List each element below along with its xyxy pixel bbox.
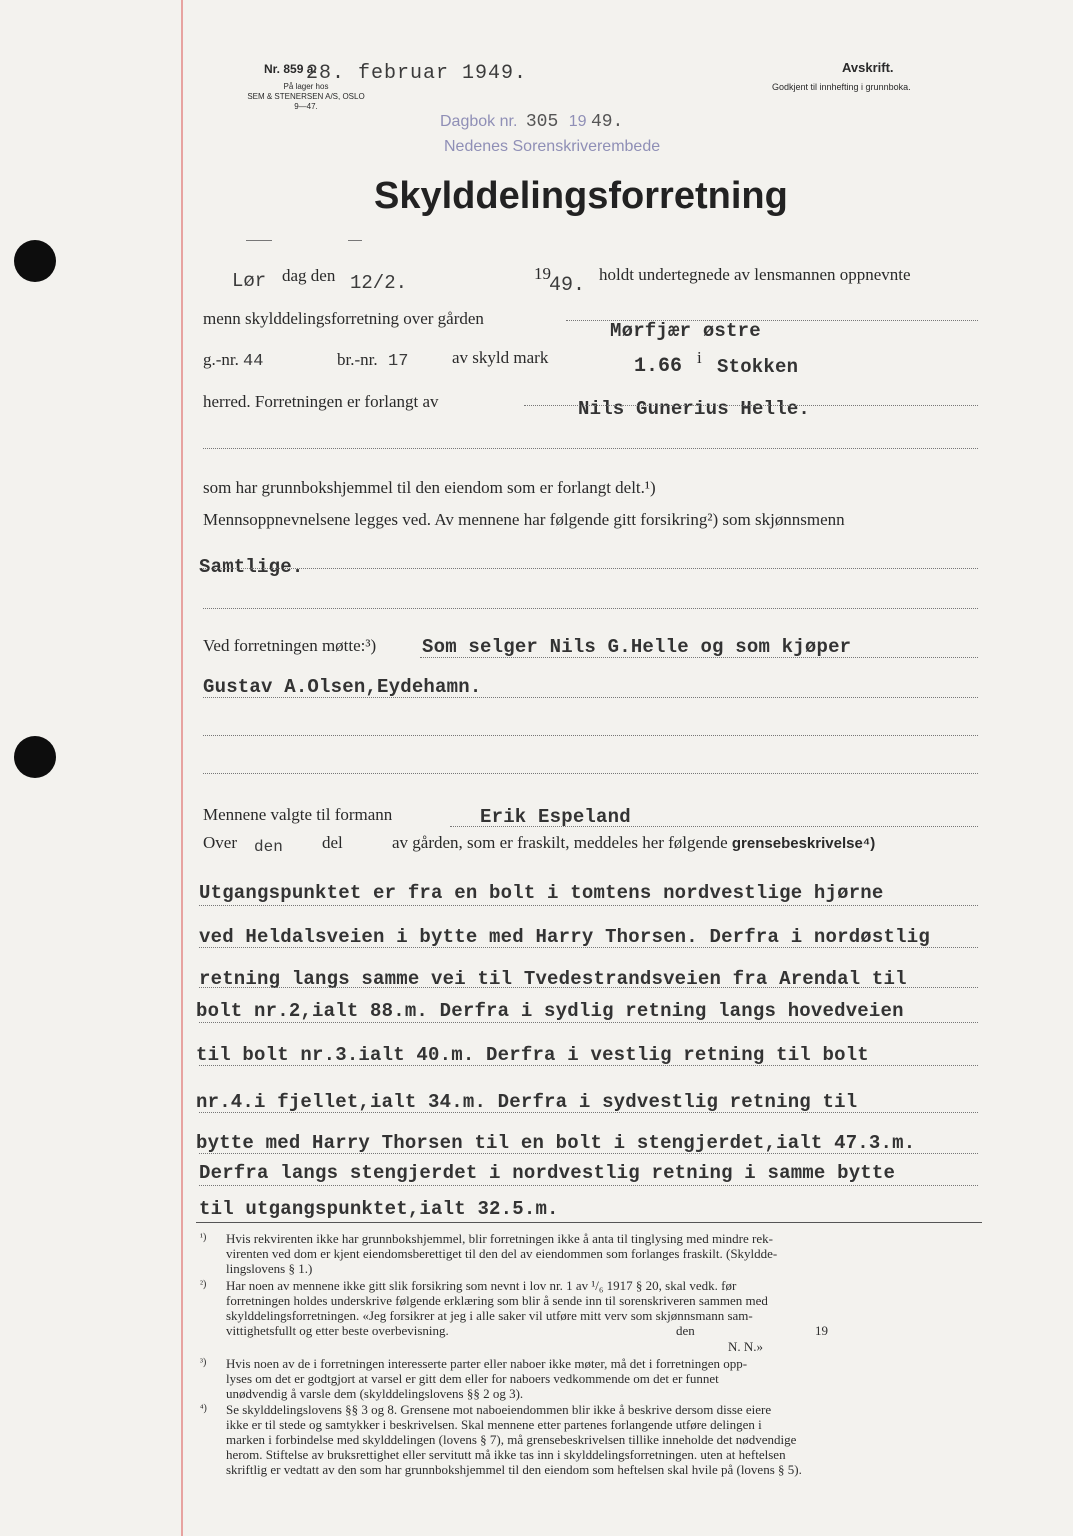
punch-hole-top bbox=[14, 240, 56, 282]
diary-year: 49. bbox=[590, 112, 624, 132]
line2-text: menn skylddelingsforretning over gården bbox=[203, 309, 484, 328]
boundary-dotline-3 bbox=[199, 987, 978, 988]
boundary-line-2: ved Heldalsveien i bytte med Harry Thorsen. Derfra i nordøstlig bbox=[199, 926, 930, 948]
footnote-1 bbox=[226, 1231, 777, 1276]
printer-line-1: På lager hos bbox=[283, 82, 329, 91]
mote-dotline-2 bbox=[203, 697, 978, 698]
formann-label: Mennene valgte til formann bbox=[203, 805, 393, 824]
dag-den-label: dag den bbox=[282, 266, 336, 285]
footnote-2-line-2: forretningen holdes underskrive følgende erklæring som blir å sende inn til sorenskriveren sammen med bbox=[226, 1293, 768, 1308]
footnote-1-line-3: lingslovens § 1.) bbox=[226, 1261, 313, 1276]
blank-dotline-1 bbox=[203, 448, 978, 449]
samtlige-text: Samtlige. bbox=[199, 556, 304, 578]
mote-text-1: Som selger Nils G.Helle og som kjøper bbox=[422, 636, 852, 658]
footnote-3-line-2: lyses om det er godtgjort at varsel er gitt dem eller for naboers vedkommende om det er funnet bbox=[226, 1371, 719, 1386]
footnote-divider bbox=[196, 1222, 982, 1223]
boundary-line-1: Utgangspunktet er fra en bolt i tomtens nordvestlige hjørne bbox=[199, 882, 884, 904]
del-label: del bbox=[322, 833, 343, 852]
date-handwritten: 12/2. bbox=[350, 272, 408, 294]
footnote-2-line-3: skylddelingsforretningen. «Jeg forsikrer at jeg i alle saker vil utføre mitt verv som skjønnsmann sam- bbox=[226, 1308, 753, 1323]
diary-number: 305 bbox=[525, 112, 559, 132]
desc-intro-bold: grensebeskrivelse⁴) bbox=[731, 835, 876, 852]
i-label: i bbox=[697, 348, 702, 367]
herred-line: herred. Forretningen er forlangt av bbox=[203, 392, 439, 411]
document-title: Skylddelingsforretning bbox=[374, 175, 788, 217]
footnote-2-line-1: Har noen av mennene ikke gitt slik forsikring som nevnt i lov nr. 1 av ¹/₆ 1917 § 20, skal vedk. før bbox=[226, 1278, 737, 1293]
requester-dotline bbox=[524, 405, 978, 406]
office-stamp: Nedenes Sorenskriverembede bbox=[444, 138, 661, 155]
copy-label: Avskrift. bbox=[842, 60, 894, 75]
grunnbok-line: som har grunnbokshjemmel til den eiendom som er forlangt delt.¹) bbox=[203, 478, 656, 497]
footnote-3-line-1: Hvis noen av de i forretningen interesserte parter eller naboer ikke møter, må det i forretningen opp- bbox=[226, 1356, 748, 1371]
mote-dotline-1 bbox=[420, 657, 978, 658]
boundary-dotline-7 bbox=[199, 1153, 978, 1154]
boundary-line-9: til utgangspunktet,ialt 32.5.m. bbox=[199, 1198, 559, 1220]
skyld-value: 1.66 bbox=[634, 355, 683, 378]
farm-name: Mørfjær østre bbox=[610, 320, 761, 342]
footnote-2-mark: ²) bbox=[200, 1279, 207, 1290]
boundary-dotline-5 bbox=[199, 1065, 978, 1066]
desc-intro bbox=[392, 833, 875, 853]
footnote-3-line-3: unødvendig å varsle dem (skylddelingslovens §§ 2 og 3). bbox=[226, 1386, 524, 1401]
formann-dotline bbox=[450, 826, 978, 827]
footnote-4-line-5: skriftlig er vedtatt av den som har grunnbokshjemmel til den eiendom som heftelsen skal hvile på (lovens § 5). bbox=[226, 1462, 802, 1477]
footnote-4-line-3: marken i forbindelse med skylddelingen (lovens § 7), må grensebeskrivelsen tillike inneholde det nødvendige bbox=[226, 1432, 797, 1447]
boundary-line-8: Derfra langs stengjerdet i nordvestlig retning i samme bytte bbox=[199, 1162, 896, 1184]
footnote-2-signature: N. N.» bbox=[728, 1339, 764, 1354]
skyld-label: av skyld mark bbox=[452, 348, 549, 367]
footnote-4-line-1: Se skylddelingslovens §§ 3 og 8. Grensene mot naboeiendommen blir ikke å beskrive dersom disse eiere bbox=[226, 1402, 772, 1417]
diary-year-prefix: 19 bbox=[568, 113, 587, 130]
handwritten-date: 28. februar 1949. bbox=[306, 62, 528, 85]
bnr-value: 17 bbox=[388, 352, 409, 371]
boundary-dotline-8 bbox=[199, 1185, 978, 1186]
farm-dotline bbox=[566, 320, 978, 321]
footnote-3-mark: ³) bbox=[200, 1357, 207, 1368]
boundary-dotline-6 bbox=[199, 1112, 978, 1113]
boundary-line-3: retning langs samme vei til Tvedestrandsveien fra Arendal til bbox=[199, 968, 907, 990]
weekday-handwritten: Lør bbox=[232, 270, 267, 292]
printer-line-3: 9—47. bbox=[294, 102, 318, 111]
blank-dotline-4 bbox=[203, 773, 978, 774]
boundary-dotline-1 bbox=[199, 905, 978, 906]
boundary-line-7: bytte med Harry Thorsen til en bolt i stengjerdet,ialt 47.3.m. bbox=[196, 1132, 916, 1154]
form-number: Nr. 859 a. bbox=[264, 62, 317, 76]
footnote-2-den: den bbox=[676, 1323, 695, 1338]
footnote-1-mark: ¹) bbox=[200, 1232, 207, 1243]
gnr-value: 44 bbox=[243, 352, 264, 371]
menn-line: Mennsoppnevnelsene legges ved. Av mennene har følgende gitt forsikring²) som skjønnsmenn bbox=[203, 510, 845, 529]
mote-text-2: Gustav A.Olsen,Eydehamn. bbox=[203, 676, 482, 698]
footnote-1-line-2: virenten ved dom er kjent eiendomsberettiget til den del av eiendommen som forlanges fraskilt. (Skyldde- bbox=[226, 1246, 778, 1261]
margin-rule bbox=[181, 0, 183, 1536]
printer-line-2: SEM & STENERSEN A/S, OSLO bbox=[247, 92, 365, 101]
footnote-4-line-4: herom. Stiftelse av bruksrettighet eller servitutt må ikke tas inn i skylddelingsforretningen. uten at heftelsen bbox=[226, 1447, 786, 1462]
footnote-2-year: 19 bbox=[815, 1323, 828, 1338]
year-handwritten: 49. bbox=[549, 274, 586, 297]
gnr-label: g.-nr. bbox=[203, 350, 239, 369]
over-label: Over bbox=[203, 833, 237, 852]
diary-stamp bbox=[440, 112, 623, 132]
boundary-dotline-2 bbox=[199, 947, 978, 948]
boundary-line-4: bolt nr.2,ialt 88.m. Derfra i sydlig retning langs hovedveien bbox=[196, 1000, 904, 1022]
diary-prefix: Dagbok nr. bbox=[440, 113, 518, 130]
boundary-dotline-4 bbox=[199, 1022, 978, 1023]
footnote-3 bbox=[226, 1356, 747, 1401]
bnr-label: br.-nr. bbox=[337, 350, 378, 369]
footnote-1-line-1: Hvis rekvirenten ikke har grunnbokshjemmel, blir forretningen ikke å anta til tinglysing med mindre rek- bbox=[226, 1231, 773, 1246]
blank-dotline-3 bbox=[203, 735, 978, 736]
footnote-4-line-2: ikke er til stede og samtykker i beskrivelsen. Skal mennene etter partenes forlangende utføre delingen i bbox=[226, 1417, 762, 1432]
boundary-line-6: nr.4.i fjellet,ialt 34.m. Derfra i sydvestlig retning til bbox=[196, 1091, 858, 1113]
year-prefix: 19 bbox=[534, 264, 551, 283]
formann-name: Erik Espeland bbox=[480, 806, 631, 828]
approval-note: Godkjent til innhefting i grunnboka. bbox=[772, 82, 911, 92]
requester-name: Nils Gunerius Helle. bbox=[578, 398, 811, 420]
footnote-4 bbox=[226, 1402, 802, 1477]
footnote-2-line-4: vittighetsfullt og etter beste overbevisning. bbox=[226, 1323, 449, 1338]
line1-text: holdt undertegnede av lensmannen oppnevnte bbox=[599, 265, 911, 284]
boundary-line-5: til bolt nr.3.ialt 40.m. Derfra i vestlig retning til bolt bbox=[196, 1044, 869, 1066]
blank-dotline-2 bbox=[203, 608, 978, 609]
municipality: Stokken bbox=[717, 356, 799, 378]
punch-hole-bottom bbox=[14, 736, 56, 778]
mote-label: Ved forretningen møtte:³) bbox=[203, 636, 377, 655]
samtlige-dotline bbox=[203, 568, 978, 569]
title-mark-right bbox=[348, 240, 362, 241]
footnote-4-mark: ⁴) bbox=[200, 1403, 207, 1414]
desc-intro-text: av gården, som er fraskilt, meddeles her følgende bbox=[392, 833, 728, 852]
printer-imprint bbox=[236, 82, 376, 112]
over-handwritten: den bbox=[254, 838, 283, 856]
title-mark-left bbox=[246, 240, 272, 241]
